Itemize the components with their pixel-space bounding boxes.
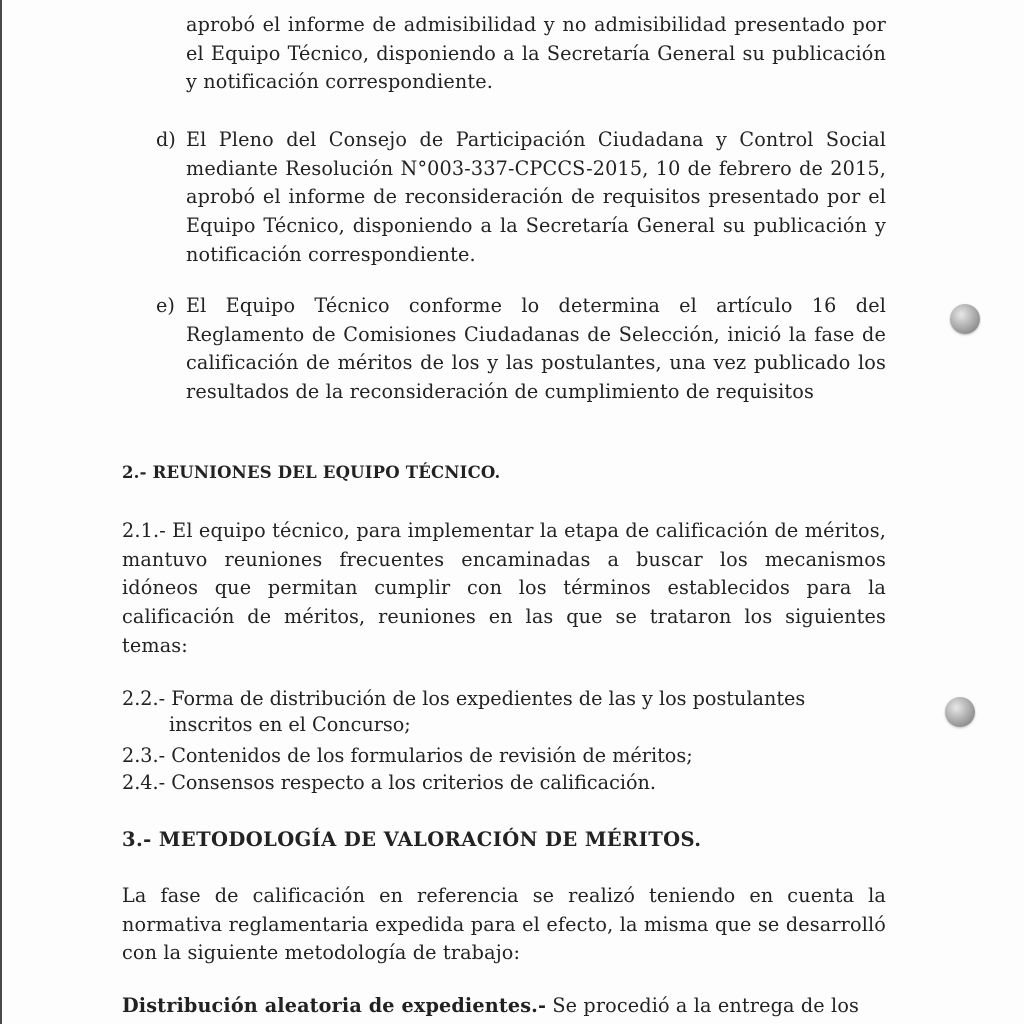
item-d-marker: d): [156, 128, 176, 151]
section-2-list-item-2-2: 2.2.- Forma de distribución de los expedientes de las y los postulantes: [122, 687, 806, 710]
punch-hole-upper: [950, 304, 980, 334]
section-2-list-item-2-3: 2.3.- Contenidos de los formularios de revisión de méritos;: [122, 744, 693, 767]
punch-hole-lower: [945, 697, 975, 727]
section-3-subsection-line: [122, 992, 886, 1021]
item-e-marker: e): [156, 294, 175, 317]
subsection-title: Distribución aleatoria de expedientes.-: [122, 994, 547, 1017]
page-left-border: [0, 0, 2, 1024]
subsection-text: Se procedió a la entrega de los: [546, 994, 860, 1017]
item-e-text: El Equipo Técnico conforme lo determina el artículo 16 del Reglamento de Comisiones Ciudadanas de Selección, inició la fase de calificación de méritos de los y las postulantes, una vez publicado los resultados de la reconsideración de cumplimiento de requisitos: [186, 294, 886, 404]
section-2-list-item-2-4: 2.4.- Consensos respecto a los criterios de calificación.: [122, 771, 656, 794]
item-d-text: El Pleno del Consejo de Participación Ciudadana y Control Social mediante Resolución N°003-337-CPCCS-2015, 10 de febrero de 2015, aprobó el informe de reconsideración de requisitos presentado por el Equipo Técnico, disponiendo a la Secretaría General su publicación y notificación correspondiente.: [186, 128, 886, 266]
item-c-continuation: aprobó el informe de admisibilidad y no admisibilidad presentado por el Equipo Técnico, disponiendo a la Secretaría General su publicación y notificación correspondiente.: [186, 13, 886, 94]
section-3-heading: 3.- METODOLOGÍA DE VALORACIÓN DE MÉRITOS.: [122, 828, 702, 851]
section-2-list-item-2-2-cont: inscritos en el Concurso;: [169, 713, 411, 736]
section-3-paragraph: La fase de calificación en referencia se realizó teniendo en cuenta la normativa reglamentaria expedida para el efecto, la misma que se desarrolló con la siguiente metodología de trabajo:: [122, 884, 886, 965]
section-2-heading: 2.- REUNIONES DEL EQUIPO TÉCNICO.: [122, 463, 501, 482]
section-2-paragraph: 2.1.- El equipo técnico, para implementar la etapa de calificación de méritos, mantuvo reuniones frecuentes encaminadas a buscar los mecanismos idóneos que permitan cumplir con los términos establecidos para la calificación de méritos, reuniones en las que se trataron los siguientes temas:: [122, 519, 886, 657]
